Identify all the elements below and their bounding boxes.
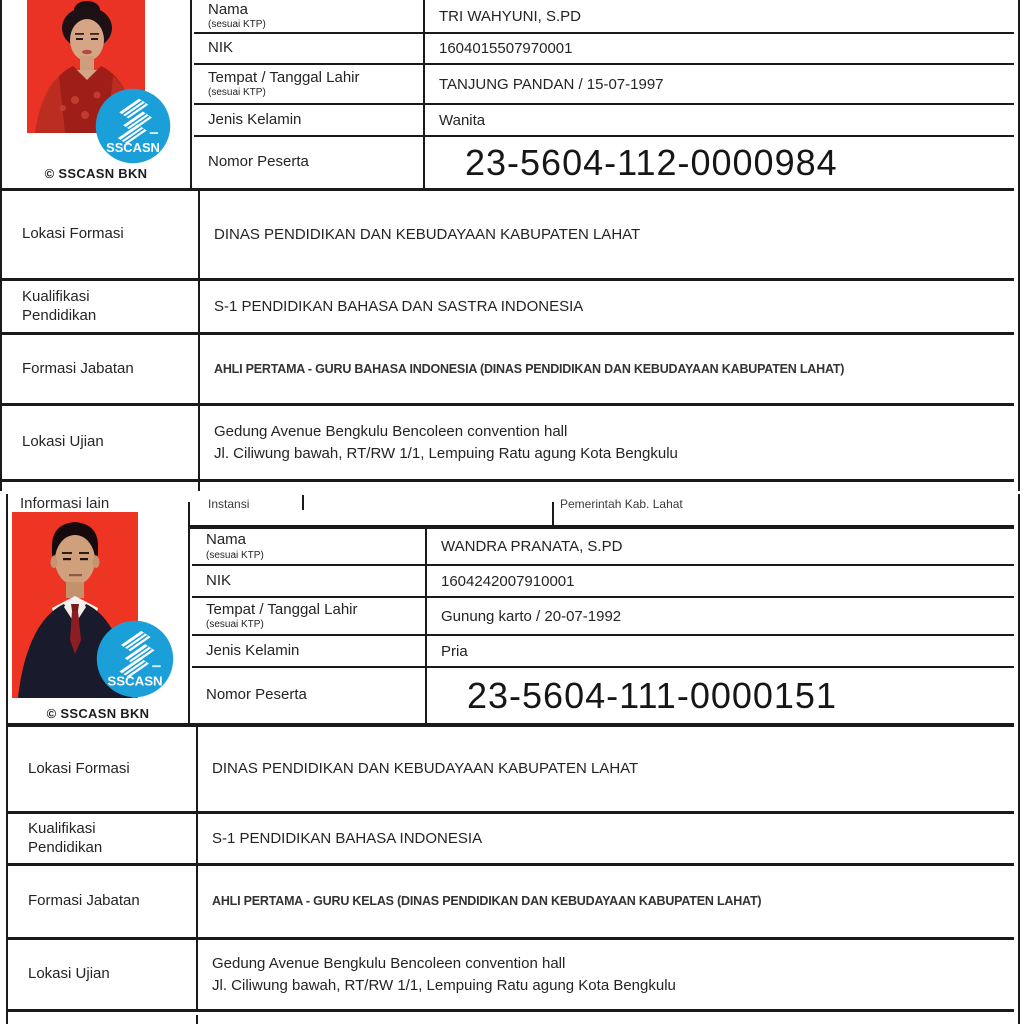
row-informasi-lain-partial — [2, 482, 1014, 491]
row-formasi-jabatan — [2, 335, 1014, 406]
row-jenis-kelamin — [194, 105, 1014, 137]
field-label-ttl: Tempat / Tanggal Lahir (sesuai KTP) — [194, 65, 425, 103]
field-label-ttl: Tempat / Tanggal Lahir (sesuai KTP) — [192, 598, 427, 634]
row-next-partial — [8, 1015, 1014, 1024]
field-value-kualifikasi: S-1 PENDIDIKAN BAHASA INDONESIA — [212, 829, 483, 847]
logo-brand-text: SSCASN — [106, 139, 160, 155]
logo-brand-text: SSCASN — [107, 673, 163, 689]
copyright-watermark: © SSCASN BKN — [46, 706, 150, 721]
row-nik — [194, 34, 1014, 65]
row-nama — [194, 0, 1014, 34]
row-lokasi-formasi — [8, 727, 1014, 814]
field-value-nama: WANDRA PRANATA, S.PD — [441, 538, 623, 555]
row-kualifikasi-pendidikan — [2, 281, 1014, 335]
divider — [302, 495, 304, 510]
field-value-lokasi-ujian: Gedung Avenue Bengkulu Bencoleen convention hall Jl. Ciliwung bawah, RT/RW 1/1, Lempuing Ratu agung Kota Bengkulu — [212, 954, 676, 994]
field-value-ttl: Gunung karto / 20-07-1992 — [441, 607, 622, 625]
row-lokasi-ujian — [8, 940, 1014, 1012]
row-nomor-peserta — [194, 137, 1014, 188]
copyright-watermark: © SSCASN BKN — [44, 166, 148, 181]
field-label-nik: NIK — [194, 34, 425, 63]
field-value-jenis-kelamin: Wanita — [439, 111, 486, 129]
row-lokasi-ujian — [2, 406, 1014, 482]
field-value-kualifikasi: S-1 PENDIDIKAN BAHASA DAN SASTRA INDONESIA — [214, 297, 584, 315]
row-jenis-kelamin — [192, 636, 1014, 668]
clipped-instansi-value: Pemerintah Kab. Lahat — [560, 497, 683, 511]
field-label-formasi-jabatan: Formasi Jabatan — [8, 866, 198, 937]
field-value-ttl: TANJUNG PANDAN / 15-07-1997 — [439, 75, 664, 93]
exam-card-1 — [0, 0, 1020, 491]
field-value-nama: TRI WAHYUNI, S.PD — [439, 7, 581, 25]
field-label-next-partial — [8, 1015, 198, 1024]
field-label-lokasi-ujian: Lokasi Ujian — [8, 940, 198, 1009]
field-label-informasi-lain-partial — [2, 482, 200, 491]
field-label-lokasi-ujian: Lokasi Ujian — [2, 406, 200, 479]
field-value-nomor-peserta: 23-5604-112-0000984 — [465, 141, 838, 183]
field-value-nomor-peserta: 23-5604-111-0000151 — [467, 674, 837, 716]
field-label-kualifikasi: Kualifikasi Pendidikan — [2, 281, 200, 332]
field-value-nik: 1604242007910001 — [441, 572, 575, 590]
photo-cell — [8, 502, 190, 727]
exam-card-2 — [6, 494, 1020, 1024]
field-value-nik: 1604015507970001 — [439, 40, 573, 57]
field-label-lokasi-formasi: Lokasi Formasi — [2, 191, 200, 278]
field-label-nomor-peserta: Nomor Peserta — [192, 668, 427, 723]
divider — [552, 502, 554, 525]
row-nik — [192, 566, 1014, 598]
field-value-formasi-jabatan: AHLI PERTAMA - GURU KELAS (DINAS PENDIDIKAN DAN KEBUDAYAAN KABUPATEN LAHAT) — [212, 894, 762, 909]
field-label-jenis-kelamin: Jenis Kelamin — [194, 105, 425, 135]
field-value-lokasi-ujian: Gedung Avenue Bengkulu Bencoleen convention hall Jl. Ciliwung bawah, RT/RW 1/1, Lempuing Ratu agung Kota Bengkulu — [214, 422, 678, 462]
photo-cell — [2, 0, 192, 188]
row-tempat-tanggal-lahir — [192, 598, 1014, 636]
row-tempat-tanggal-lahir — [194, 65, 1014, 105]
clipped-informasi-lain-label: Informasi lain — [20, 495, 110, 512]
field-label-jenis-kelamin: Jenis Kelamin — [192, 636, 427, 666]
sscasn-logo — [95, 88, 171, 164]
row-kualifikasi-pendidikan — [8, 814, 1014, 866]
field-label-kualifikasi: Kualifikasi Pendidikan — [8, 814, 198, 863]
field-label-lokasi-formasi: Lokasi Formasi — [8, 727, 198, 811]
field-label-nik: NIK — [192, 566, 427, 596]
clipped-instansi-label: Instansi — [208, 497, 250, 511]
row-nama — [192, 529, 1014, 566]
row-nomor-peserta — [192, 668, 1014, 723]
field-label-nama: Nama (sesuai KTP) — [192, 529, 427, 564]
field-value-jenis-kelamin: Pria — [441, 642, 468, 660]
field-value-lokasi-formasi: DINAS PENDIDIKAN DAN KEBUDAYAAN KABUPATEN LAHAT — [212, 760, 639, 778]
row-formasi-jabatan — [8, 866, 1014, 940]
field-label-formasi-jabatan: Formasi Jabatan — [2, 335, 200, 403]
field-label-nomor-peserta: Nomor Peserta — [194, 137, 425, 188]
field-value-formasi-jabatan: AHLI PERTAMA - GURU BAHASA INDONESIA (DINAS PENDIDIKAN DAN KEBUDAYAAN KABUPATEN LAHAT) — [214, 361, 845, 376]
field-label-nama: Nama (sesuai KTP) — [194, 0, 425, 32]
field-value-informasi-lain-partial — [200, 482, 1014, 491]
row-lokasi-formasi — [2, 191, 1014, 281]
sscasn-logo — [96, 620, 174, 698]
field-value-lokasi-formasi: DINAS PENDIDIKAN DAN KEBUDAYAAN KABUPATEN LAHAT — [214, 225, 641, 243]
field-value-next-partial — [198, 1015, 1014, 1024]
